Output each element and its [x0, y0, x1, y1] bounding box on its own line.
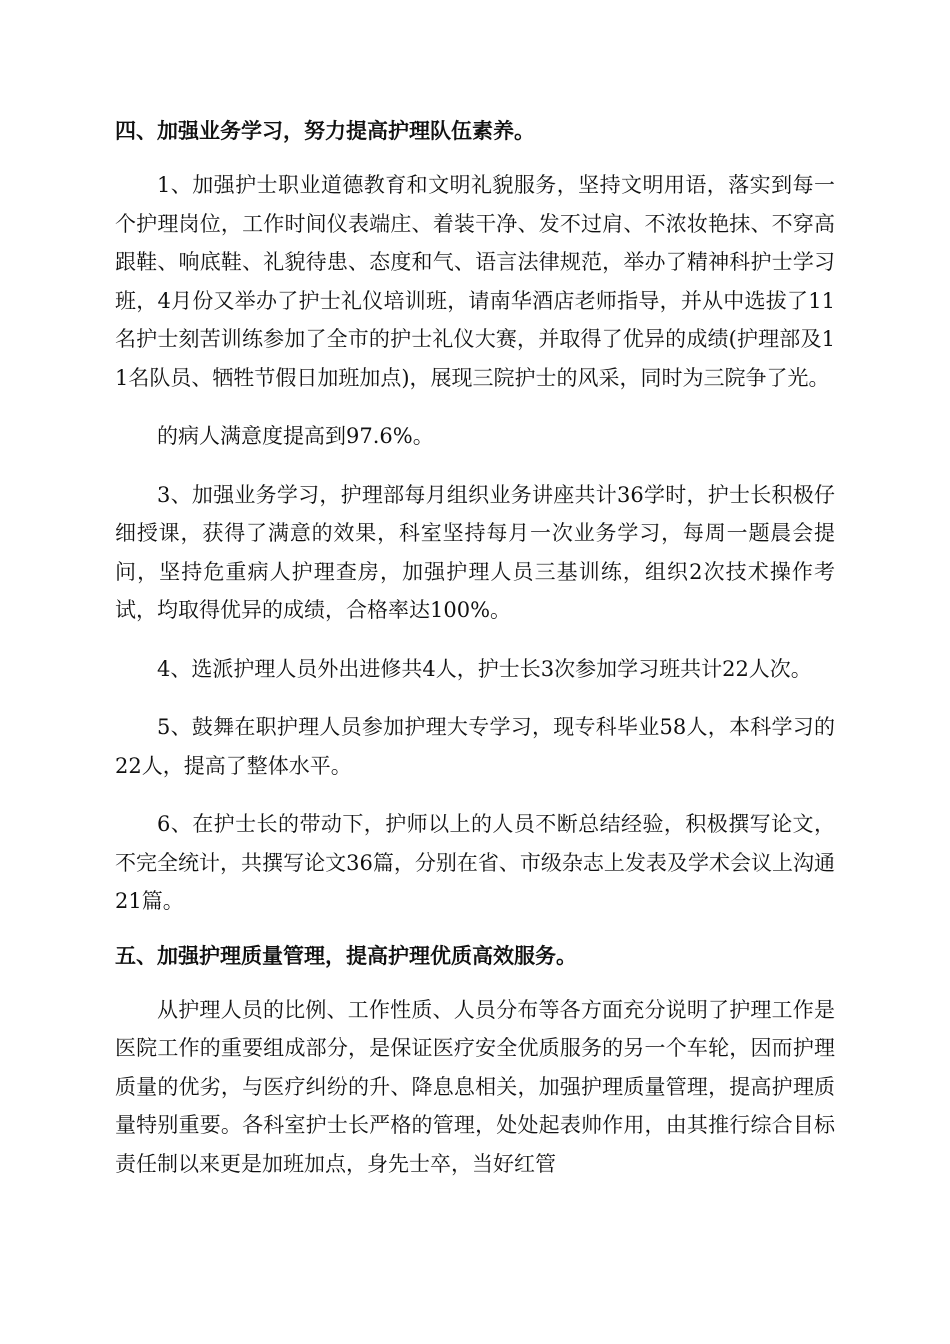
- paragraph-quality-management: 从护理人员的比例、工作性质、人员分布等各方面充分说明了护理工作是医院工作的重要组成部分，是保证医疗安全优质服务的另一个车轮，因而护理质量的优劣，与医疗纠纷的升、降息息相关，加强护理质量管理，提高护理质量特别重要。各科室护士长严格的管理，处处起表帅作用，由其推行综合目标责任制以来更是加班加点，身先士卒，当好红管: [115, 997, 835, 1176]
- paragraph-item-3: 3、加强业务学习，护理部每月组织业务讲座共计36学时，护士长积极仔细授课，获得了满意的效果，科室坚持每月一次业务学习，每周一题晨会提问，坚持危重病人护理查房，加强护理人员三基训练，组织2次技术操作考试，均取得优异的成绩，合格率达100%。: [115, 482, 835, 622]
- paragraph-satisfaction: 的病人满意度提高到97.6%。: [157, 424, 434, 448]
- paragraph-item-6: 6、在护士长的带动下，护师以上的人员不断总结经验，积极撰写论文，不完全统计，共撰写论文36篇，分别在省、市级杂志上发表及学术会议上沟通21篇。: [115, 812, 835, 913]
- spacer: [115, 397, 835, 417]
- section5-heading: 五、加强护理质量管理，提高护理优质高效服务。: [115, 943, 577, 968]
- spacer: [115, 150, 835, 166]
- section4-heading: 四、加强业务学习，努力提高护理队伍素养。: [115, 119, 535, 143]
- spacer: [115, 630, 835, 650]
- paragraph-item-5: 5、鼓舞在职护理人员参加护理大专学习，现专科毕业58人，本科学习的22人，提高了整体水平。: [115, 715, 835, 778]
- spacer: [115, 688, 835, 708]
- spacer: [115, 456, 835, 476]
- paragraph-item-1: 1、加强护士职业道德教育和文明礼貌服务，坚持文明用语，落实到每一个护理岗位，工作时间仪表端庄、着装干净、发不过肩、不浓妆艳抹、不穿高跟鞋、响底鞋、礼貌待患、态度和气、语言法律规范，举办了精神科护士学习班，4月份又举办了护士礼仪培训班，请南华酒店老师指导，并从中选拔了11名护士刻苦训练参加了全市的护士礼仪大赛，并取得了优异的成绩(护理部及11名队员、牺牲节假日加班加点)，展现三院护士的风采，同时为三院争了光。: [115, 173, 835, 390]
- spacer: [115, 975, 835, 991]
- paragraph-item-4: 4、选派护理人员外出进修共4人，护士长3次参加学习班共计22人次。: [157, 656, 812, 681]
- spacer: [115, 785, 835, 805]
- document-page: [115, 112, 835, 1183]
- spacer: [115, 921, 835, 937]
